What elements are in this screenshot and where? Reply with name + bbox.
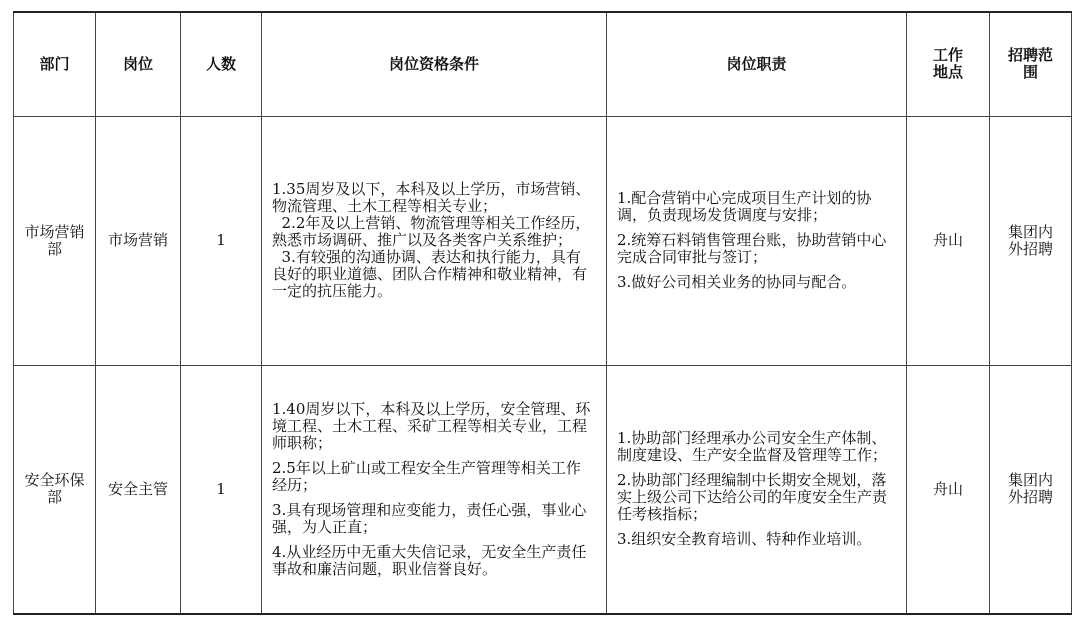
recruitment-table	[13, 11, 1072, 615]
table-row	[14, 365, 1072, 614]
row-post: 安全主管	[96, 365, 181, 614]
qualification-item: 3.有较强的沟通协调、表达和执行能力，具有良好的职业道德、团队合作精神和敬业精神，有一定的抗压能力。	[272, 248, 588, 300]
row-post: 市场营销	[96, 116, 181, 365]
duty-item: 1.配合营销中心完成项目生产计划的协调，负责现场发货调度与安排；	[617, 189, 872, 224]
header-location-line1: 工作	[932, 46, 963, 65]
duty-item: 2.统筹石料销售管理台账，协助营销中心完成合同审批与签订；	[617, 231, 887, 266]
header-qualifications: 岗位资格条件	[262, 12, 607, 116]
row-scope: 集团内外招聘	[990, 116, 1072, 365]
row-location: 舟山	[907, 365, 990, 614]
row-count: 1	[181, 116, 262, 365]
row-qualifications	[262, 116, 607, 365]
duty-item: 3.做好公司相关业务的协同与配合。	[617, 273, 857, 291]
header-dept: 部门	[14, 12, 96, 116]
header-row	[14, 12, 1072, 116]
header-scope: 招聘范围	[990, 12, 1072, 116]
table-row	[14, 116, 1072, 365]
qualification-item: 2.5年以上矿山或工程安全生产管理等相关工作经历；	[272, 458, 581, 494]
qualification-item: 3.具有现场管理和应变能力，责任心强，事业心强，为人正直；	[272, 500, 587, 536]
duty-item: 1.协助部门经理承办公司安全生产体制、制度建设、生产安全监督及管理等工作；	[617, 429, 888, 465]
header-post: 岗位	[96, 12, 181, 116]
qualification-item: 1.35周岁及以下，本科及以上学历，市场营销、物流管理、土木工程等相关专业；	[272, 180, 591, 215]
row-dept: 安全环保部	[14, 365, 96, 614]
row-duties	[607, 365, 907, 614]
qualification-item: 2.2年及以上营销、物流管理等相关工作经历，熟悉市场调研、推广以及各类客户关系维护；	[272, 214, 591, 249]
header-count: 人数	[181, 12, 262, 116]
row-qualifications	[262, 365, 607, 614]
duty-item: 3.组织安全教育培训、特种作业培训。	[617, 530, 872, 549]
header-location-line2: 地点	[932, 63, 963, 82]
row-location: 舟山	[907, 116, 990, 365]
qualification-item: 1.40周岁以下，本科及以上学历，安全管理、环境工程、土木工程、采矿工程等相关专业，工程师职称；	[272, 399, 591, 452]
row-dept: 市场营销部	[14, 116, 96, 365]
qualification-item: 4.从业经历中无重大失信记录，无安全生产责任事故和廉洁问题，职业信誉良好。	[272, 542, 587, 578]
header-location	[907, 12, 990, 116]
header-duties: 岗位职责	[607, 12, 907, 116]
row-duties	[607, 116, 907, 365]
duty-item: 2.协助部门经理编制中长期安全规划，落实上级公司下达给公司的年度安全生产责任考核指标；	[617, 471, 888, 524]
row-count: 1	[181, 365, 262, 614]
row-scope: 集团内外招聘	[990, 365, 1072, 614]
